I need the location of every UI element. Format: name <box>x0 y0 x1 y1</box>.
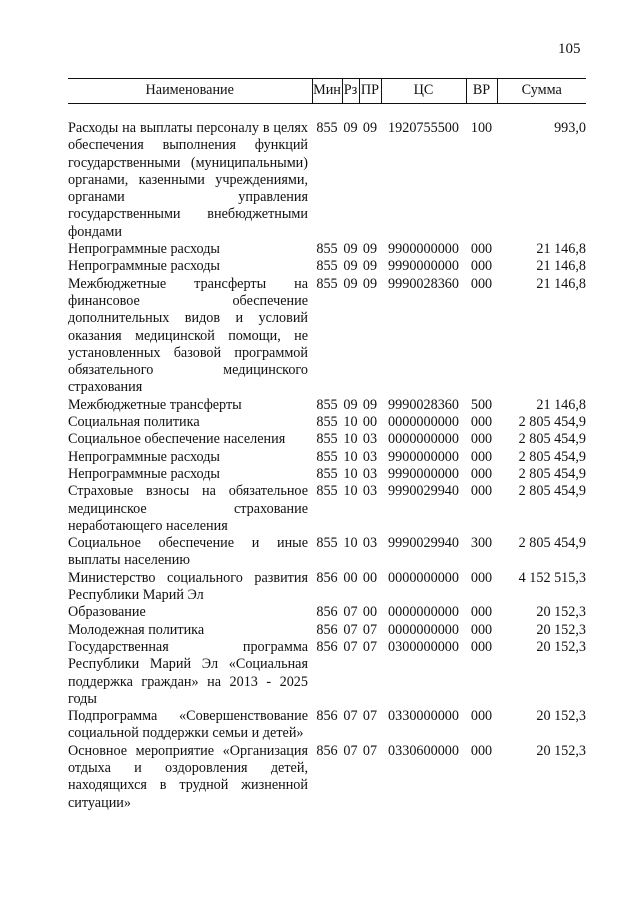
cell-rz: 07 <box>343 708 358 725</box>
cell-min: 855 <box>316 241 338 258</box>
cell-cs: 9900000000 <box>388 448 459 465</box>
table-row <box>68 258 586 275</box>
cell-vr: 000 <box>470 742 493 759</box>
cell-name: Социальное обеспечение и иные выплаты населению <box>68 535 308 569</box>
cell-pr: 09 <box>362 396 378 413</box>
cell-rz: 07 <box>343 742 358 759</box>
cell-vr: 000 <box>470 483 493 500</box>
cell-cs: 9990028360 <box>388 275 459 292</box>
cell-name: Основное мероприятие «Организация отдыха и оздоровления детей, находящихся в трудной жизненной ситуации» <box>68 742 308 811</box>
page-number: 105 <box>558 41 581 57</box>
header-min: Мин <box>312 79 342 104</box>
cell-cs: 0000000000 <box>388 621 459 638</box>
table-row <box>68 535 586 570</box>
cell-pr: 09 <box>362 258 378 275</box>
table-row <box>68 604 586 621</box>
cell-sum: 21 146,8 <box>536 396 586 413</box>
cell-pr: 03 <box>362 483 378 500</box>
cell-rz: 07 <box>343 604 358 621</box>
cell-rz: 07 <box>343 621 358 638</box>
cell-sum: 2 805 454,9 <box>518 414 586 431</box>
cell-pr: 07 <box>362 742 378 759</box>
cell-vr: 000 <box>470 258 493 275</box>
cell-rz: 09 <box>343 241 358 258</box>
table-row <box>68 397 586 414</box>
cell-rz: 10 <box>343 483 358 500</box>
cell-name: Расходы на выплаты персоналу в целях обеспечения выполнения функций государственными (муниципальными) органами, казенными учреждениями, органами управления государственными внебюджетными фондами <box>68 120 308 240</box>
cell-sum: 4 152 515,3 <box>518 569 586 586</box>
cell-pr: 07 <box>362 708 378 725</box>
header-rz: Рз <box>342 79 359 104</box>
header-pr: ПР <box>359 79 381 104</box>
cell-cs: 0300000000 <box>388 638 459 655</box>
cell-name: Страховые взносы на обязательное медицинское страхование неработающего населения <box>68 483 308 534</box>
cell-pr: 00 <box>362 569 378 586</box>
cell-rz: 09 <box>343 275 358 292</box>
cell-rz: 09 <box>343 396 358 413</box>
cell-pr: 09 <box>362 241 378 258</box>
cell-vr: 100 <box>470 120 493 136</box>
cell-name: Государственная программа Республики Марий Эл «Социальная поддержка граждан» на 2013 - 2025 годы <box>68 638 308 707</box>
cell-vr: 000 <box>470 604 493 621</box>
cell-min: 855 <box>316 258 338 275</box>
cell-vr: 000 <box>470 275 493 292</box>
cell-pr: 03 <box>362 465 378 482</box>
cell-min: 855 <box>316 120 338 136</box>
cell-min: 855 <box>316 414 338 431</box>
cell-min: 855 <box>316 448 338 465</box>
cell-sum: 21 146,8 <box>536 241 586 258</box>
cell-min: 855 <box>316 275 338 292</box>
cell-min: 855 <box>316 465 338 482</box>
cell-cs: 0000000000 <box>388 604 459 621</box>
cell-sum: 20 152,3 <box>536 604 586 621</box>
table-row <box>68 570 586 605</box>
cell-cs: 0000000000 <box>388 414 459 431</box>
cell-min: 856 <box>316 708 338 725</box>
table-row <box>68 241 586 258</box>
cell-min: 856 <box>316 742 338 759</box>
cell-rz: 10 <box>343 414 358 431</box>
cell-cs: 9900000000 <box>388 241 459 258</box>
cell-min: 855 <box>316 535 338 552</box>
table-body <box>68 104 586 812</box>
cell-vr: 000 <box>470 638 493 655</box>
cell-min: 856 <box>316 604 338 621</box>
cell-vr: 000 <box>470 569 493 586</box>
cell-name: Подпрограмма «Совершенствование социальной поддержки семьи и детей» <box>68 708 308 742</box>
cell-name: Непрограммные расходы <box>68 448 220 465</box>
cell-rz: 10 <box>343 431 358 448</box>
cell-min: 855 <box>316 431 338 448</box>
cell-sum: 993,0 <box>554 120 586 136</box>
cell-cs: 0000000000 <box>388 431 459 448</box>
cell-name: Социальная политика <box>68 414 200 431</box>
cell-cs: 9990000000 <box>388 465 459 482</box>
cell-min: 856 <box>316 638 338 655</box>
cell-rz: 10 <box>343 448 358 465</box>
cell-sum: 2 805 454,9 <box>518 448 586 465</box>
budget-table <box>68 78 586 812</box>
cell-sum: 20 152,3 <box>536 708 586 725</box>
cell-pr: 03 <box>362 448 378 465</box>
cell-pr: 07 <box>362 621 378 638</box>
header-cs: ЦС <box>381 79 466 104</box>
table-row <box>68 449 586 466</box>
cell-name: Министерство социального развития Республики Марий Эл <box>68 569 308 604</box>
cell-name: Образование <box>68 604 146 621</box>
cell-vr: 000 <box>470 241 493 258</box>
cell-name: Непрограммные расходы <box>68 465 220 482</box>
cell-vr: 000 <box>470 431 493 448</box>
table-row <box>68 622 586 639</box>
table-row <box>68 276 586 397</box>
cell-pr: 00 <box>362 604 378 621</box>
table-row <box>68 483 586 535</box>
cell-cs: 1920755500 <box>388 120 459 136</box>
cell-pr: 03 <box>362 535 378 552</box>
cell-vr: 000 <box>470 621 493 638</box>
cell-name: Непрограммные расходы <box>68 241 220 258</box>
cell-sum: 20 152,3 <box>536 742 586 759</box>
cell-rz: 00 <box>343 569 358 586</box>
table-row <box>68 639 586 708</box>
cell-sum: 20 152,3 <box>536 621 586 638</box>
cell-cs: 0330000000 <box>388 708 459 725</box>
cell-rz: 07 <box>343 638 358 655</box>
cell-sum: 2 805 454,9 <box>518 483 586 500</box>
cell-name: Межбюджетные трансферты <box>68 396 242 413</box>
cell-rz: 09 <box>343 120 358 136</box>
cell-cs: 0000000000 <box>388 569 459 586</box>
table-row <box>68 120 586 241</box>
table-row <box>68 414 586 431</box>
cell-rz: 10 <box>343 535 358 552</box>
cell-min: 855 <box>316 483 338 500</box>
cell-vr: 300 <box>470 535 493 552</box>
cell-pr: 03 <box>362 431 378 448</box>
cell-pr: 00 <box>362 414 378 431</box>
cell-vr: 000 <box>470 448 493 465</box>
cell-vr: 000 <box>470 465 493 482</box>
cell-cs: 9990028360 <box>388 396 459 413</box>
cell-min: 856 <box>316 621 338 638</box>
table-row <box>68 743 586 812</box>
table-row <box>68 466 586 483</box>
cell-pr: 09 <box>362 275 378 292</box>
cell-pr: 09 <box>362 120 378 136</box>
cell-vr: 000 <box>470 414 493 431</box>
cell-vr: 500 <box>470 396 493 413</box>
cell-vr: 000 <box>470 708 493 725</box>
cell-name: Межбюджетные трансферты на финансовое обеспечение дополнительных видов и условий оказания медицинской помощи, не установленных базовой программой обязательного медицинского страхования <box>68 275 308 396</box>
cell-rz: 09 <box>343 258 358 275</box>
cell-min: 856 <box>316 569 338 586</box>
cell-name: Молодежная политика <box>68 621 205 638</box>
cell-name: Социальное обеспечение населения <box>68 431 286 448</box>
cell-cs: 9990029940 <box>388 483 459 500</box>
cell-sum: 21 146,8 <box>536 275 586 292</box>
cell-pr: 07 <box>362 638 378 655</box>
header-vr: ВР <box>466 79 497 104</box>
cell-sum: 2 805 454,9 <box>518 535 586 552</box>
cell-sum: 21 146,8 <box>536 258 586 275</box>
table-row <box>68 708 586 743</box>
cell-sum: 20 152,3 <box>536 638 586 655</box>
cell-rz: 10 <box>343 465 358 482</box>
cell-cs: 0330600000 <box>388 742 459 759</box>
cell-name: Непрограммные расходы <box>68 258 220 275</box>
cell-cs: 9990029940 <box>388 535 459 552</box>
cell-sum: 2 805 454,9 <box>518 465 586 482</box>
cell-sum: 2 805 454,9 <box>518 431 586 448</box>
cell-min: 855 <box>316 396 338 413</box>
cell-cs: 9990000000 <box>388 258 459 275</box>
header-sum: Сумма <box>497 79 586 104</box>
table-header <box>68 79 586 104</box>
header-name: Наименование <box>68 79 312 104</box>
table-row <box>68 431 586 448</box>
